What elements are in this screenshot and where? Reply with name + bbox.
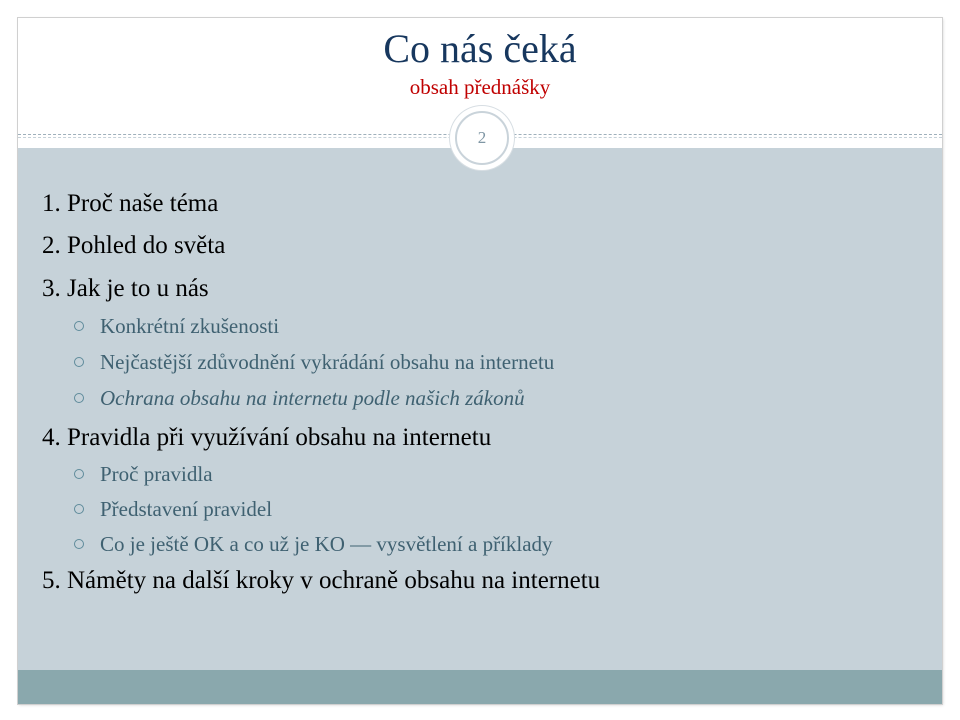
slide [18,18,942,704]
outline-item-3: 3. Jak je to u nás [42,275,209,302]
outline-subitem-label: Konkrétní zkušenosti [100,314,280,338]
slide-title: Co nás čeká [383,26,577,71]
ring-bullet-icon [74,539,84,549]
ring-bullet-icon [74,321,84,331]
outline-subitem [74,311,279,341]
page-number-badge: 2 [455,111,509,165]
outline-item-4: 4. Pravidla při využívání obsahu na internetu [42,424,492,451]
ring-bullet-icon [74,504,84,514]
outline-subitem-label: Představení pravidel [100,497,273,521]
outline-item-1: 1. Proč naše téma [42,190,219,217]
ring-bullet-icon [74,393,84,403]
outline-item-5: 5. Náměty na další kroky v ochraně obsahu na internetu [42,567,601,594]
outline-subitem [74,459,213,489]
slide-content [18,148,942,670]
ring-bullet-icon [74,357,84,367]
slide-subtitle: obsah přednášky [409,75,551,99]
outline-subitem-label: Ochrana obsahu na internetu podle našich zákonů [100,386,525,410]
outline-subitem-label: Nejčastější zdůvodnění vykrádání obsahu na internetu [100,350,555,374]
outline-subitem [74,383,525,413]
outline-subitem [74,347,554,377]
ring-bullet-icon [74,469,84,479]
outline-subitem [74,494,272,524]
outline-subitem-label: Proč pravidla [100,462,213,486]
footer-bar [18,670,942,704]
outline-item-2: 2. Pohled do světa [42,232,226,259]
outline-subitem-label: Co je ještě OK a co už je KO — vysvětlení a příklady [100,532,553,556]
outline-subitem [74,529,553,559]
